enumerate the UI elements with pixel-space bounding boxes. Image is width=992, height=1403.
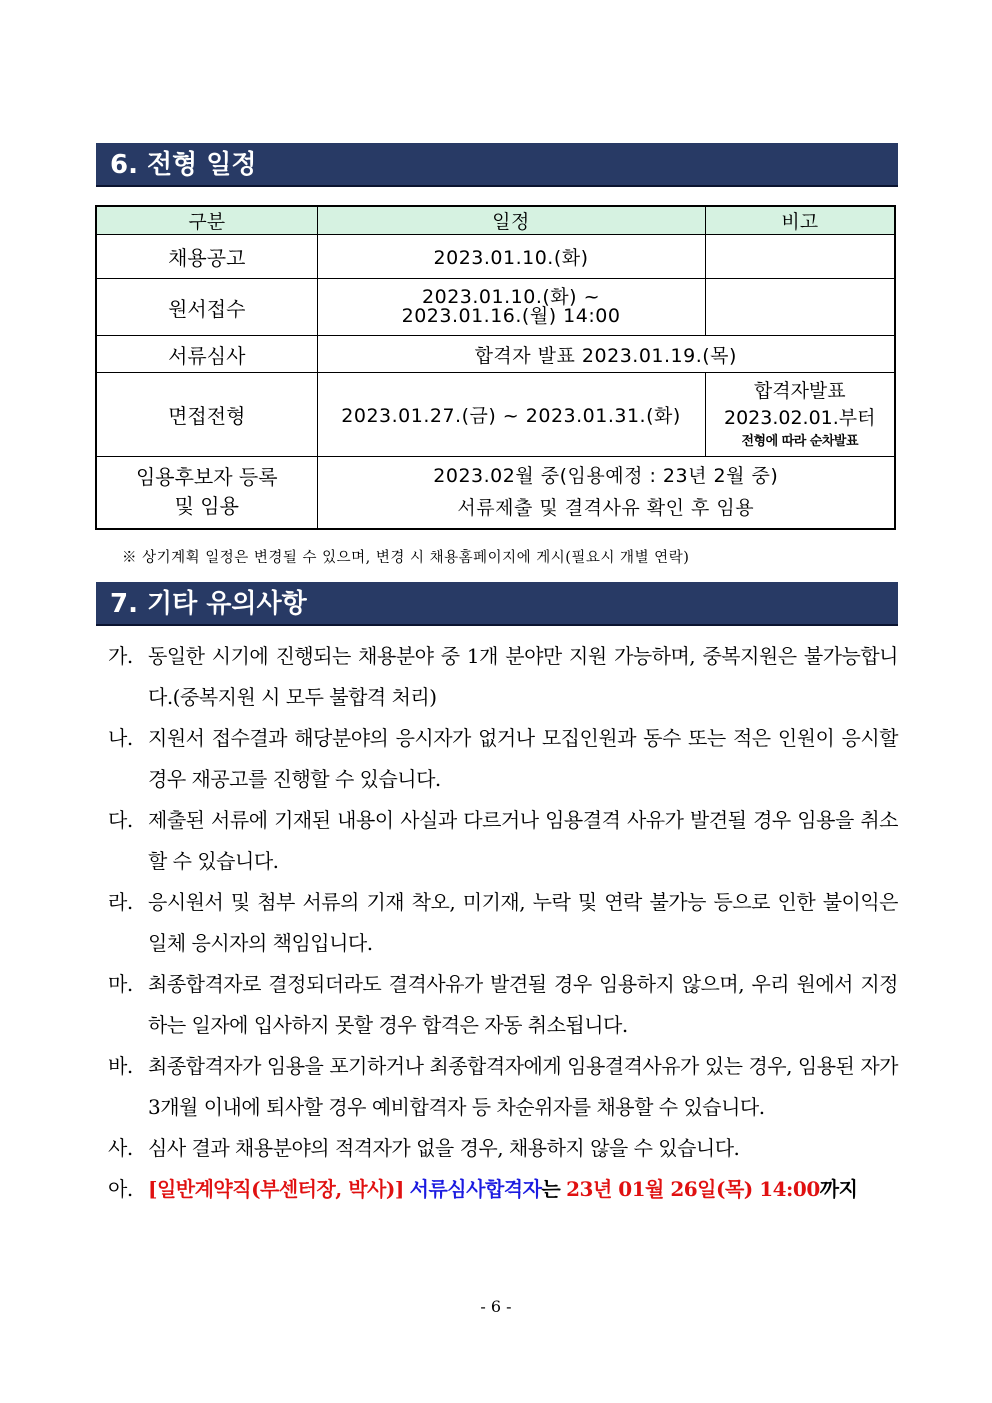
row-category-line: 및 임용 <box>174 494 239 519</box>
row-date <box>317 279 705 336</box>
table-row <box>96 235 895 279</box>
item-marker: 사. <box>108 1136 133 1160</box>
notice-list <box>108 636 898 1210</box>
item-text: 지원서 접수결과 해당분야의 응시자가 없거나 모집인원과 동수 또는 적은 인원이 응시할 경우 재공고를 진행할 수 있습니다. <box>148 726 898 791</box>
item-text <box>148 1169 898 1210</box>
item-marker: 나. <box>108 726 133 750</box>
header-category: 구분 <box>96 206 317 235</box>
item-text: 제출된 서류에 기재된 내용이 사실과 다르거나 임용결격 사유가 발견될 경우 임용을 취소할 수 있습니다. <box>148 808 898 873</box>
row-date-line: 2023.01.10.(화) ~ <box>422 286 600 308</box>
item-text: 최종합격자로 결정되더라도 결격사유가 발견될 경우 임용하지 않으며, 우리 원에서 지정하는 일자에 입사하지 못할 경우 합격은 자동 취소됩니다. <box>148 972 898 1037</box>
table-header-row <box>96 206 895 235</box>
highlight-applicants: 서류심사합격자 <box>409 1177 542 1201</box>
item-marker: 바. <box>108 1054 133 1078</box>
row-date: 합격자 발표 2023.01.19.(목) <box>317 336 895 373</box>
item-marker: 마. <box>108 972 133 996</box>
list-item <box>108 800 898 882</box>
table-row <box>96 457 895 529</box>
row-category: 원서접수 <box>96 279 317 336</box>
list-item <box>108 964 898 1046</box>
row-note <box>705 235 895 279</box>
row-date: 2023.01.27.(금) ~ 2023.01.31.(화) <box>317 373 705 457</box>
table-row <box>96 279 895 336</box>
row-note-line: 전형에 따라 순차발표 <box>741 433 859 449</box>
section-6-title: 6. 전형 일정 <box>96 143 898 187</box>
list-item <box>108 636 898 718</box>
header-note: 비고 <box>705 206 895 235</box>
list-item <box>108 718 898 800</box>
item-text-part: 까지 <box>819 1177 858 1201</box>
table-row <box>96 373 895 457</box>
row-date-line: 2023.01.16.(월) 14:00 <box>401 305 621 327</box>
row-date <box>317 457 895 529</box>
item-marker: 아. <box>108 1177 133 1201</box>
row-date-line: 서류제출 및 결격사유 확인 후 임용 <box>457 497 755 520</box>
item-marker: 다. <box>108 808 133 832</box>
item-text: 최종합격자가 임용을 포기하거나 최종합격자에게 임용결격사유가 있는 경우, 임용된 자가 3개월 이내에 퇴사할 경우 예비합격자 등 차순위자를 채용할 수 있습니다. <box>148 1054 898 1119</box>
schedule-note: ※ 상기계획 일정은 변경될 수 있으며, 변경 시 채용홈페이지에 게시(필요시 개별 연락) <box>122 550 690 566</box>
item-text-part: 는 <box>541 1177 561 1201</box>
section-7-title: 7. 기타 유의사항 <box>96 582 898 626</box>
row-date: 2023.01.10.(화) <box>317 235 705 279</box>
list-item <box>108 1046 898 1128</box>
row-category: 채용공고 <box>96 235 317 279</box>
row-category-line: 임용후보자 등록 <box>135 465 278 490</box>
row-note-line: 2023.02.01.부터 <box>723 406 876 429</box>
header-date: 일정 <box>317 206 705 235</box>
schedule-table <box>95 205 896 530</box>
row-note-line: 합격자발표 <box>753 379 846 402</box>
item-text: 응시원서 및 첨부 서류의 기재 착오, 미기재, 누락 및 연락 불가능 등으로 인한 불이익은 일체 응시자의 책임입니다. <box>148 890 898 955</box>
list-item <box>108 882 898 964</box>
item-marker: 라. <box>108 890 133 914</box>
highlight-position: [일반계약직(부센터장, 박사)] <box>148 1177 404 1201</box>
item-marker: 가. <box>108 644 133 668</box>
row-note <box>705 279 895 336</box>
row-category: 면접전형 <box>96 373 317 457</box>
item-text: 동일한 시기에 진행되는 채용분야 중 1개 분야만 지원 가능하며, 중복지원은 불가능합니다.(중복지원 시 모두 불합격 처리) <box>148 644 898 709</box>
row-category <box>96 457 317 529</box>
list-item <box>108 1169 898 1210</box>
row-category: 서류심사 <box>96 336 317 373</box>
item-text: 심사 결과 채용분야의 적격자가 없을 경우, 채용하지 않을 수 있습니다. <box>148 1136 740 1160</box>
page-number: - 6 - <box>480 1297 512 1316</box>
list-item <box>108 1128 898 1169</box>
highlight-deadline: 23년 01월 26일(목) 14:00 <box>566 1177 820 1201</box>
table-row <box>96 336 895 373</box>
row-date-line: 2023.02월 중(임용예정 : 23년 2월 중) <box>433 465 779 488</box>
row-note <box>705 373 895 457</box>
